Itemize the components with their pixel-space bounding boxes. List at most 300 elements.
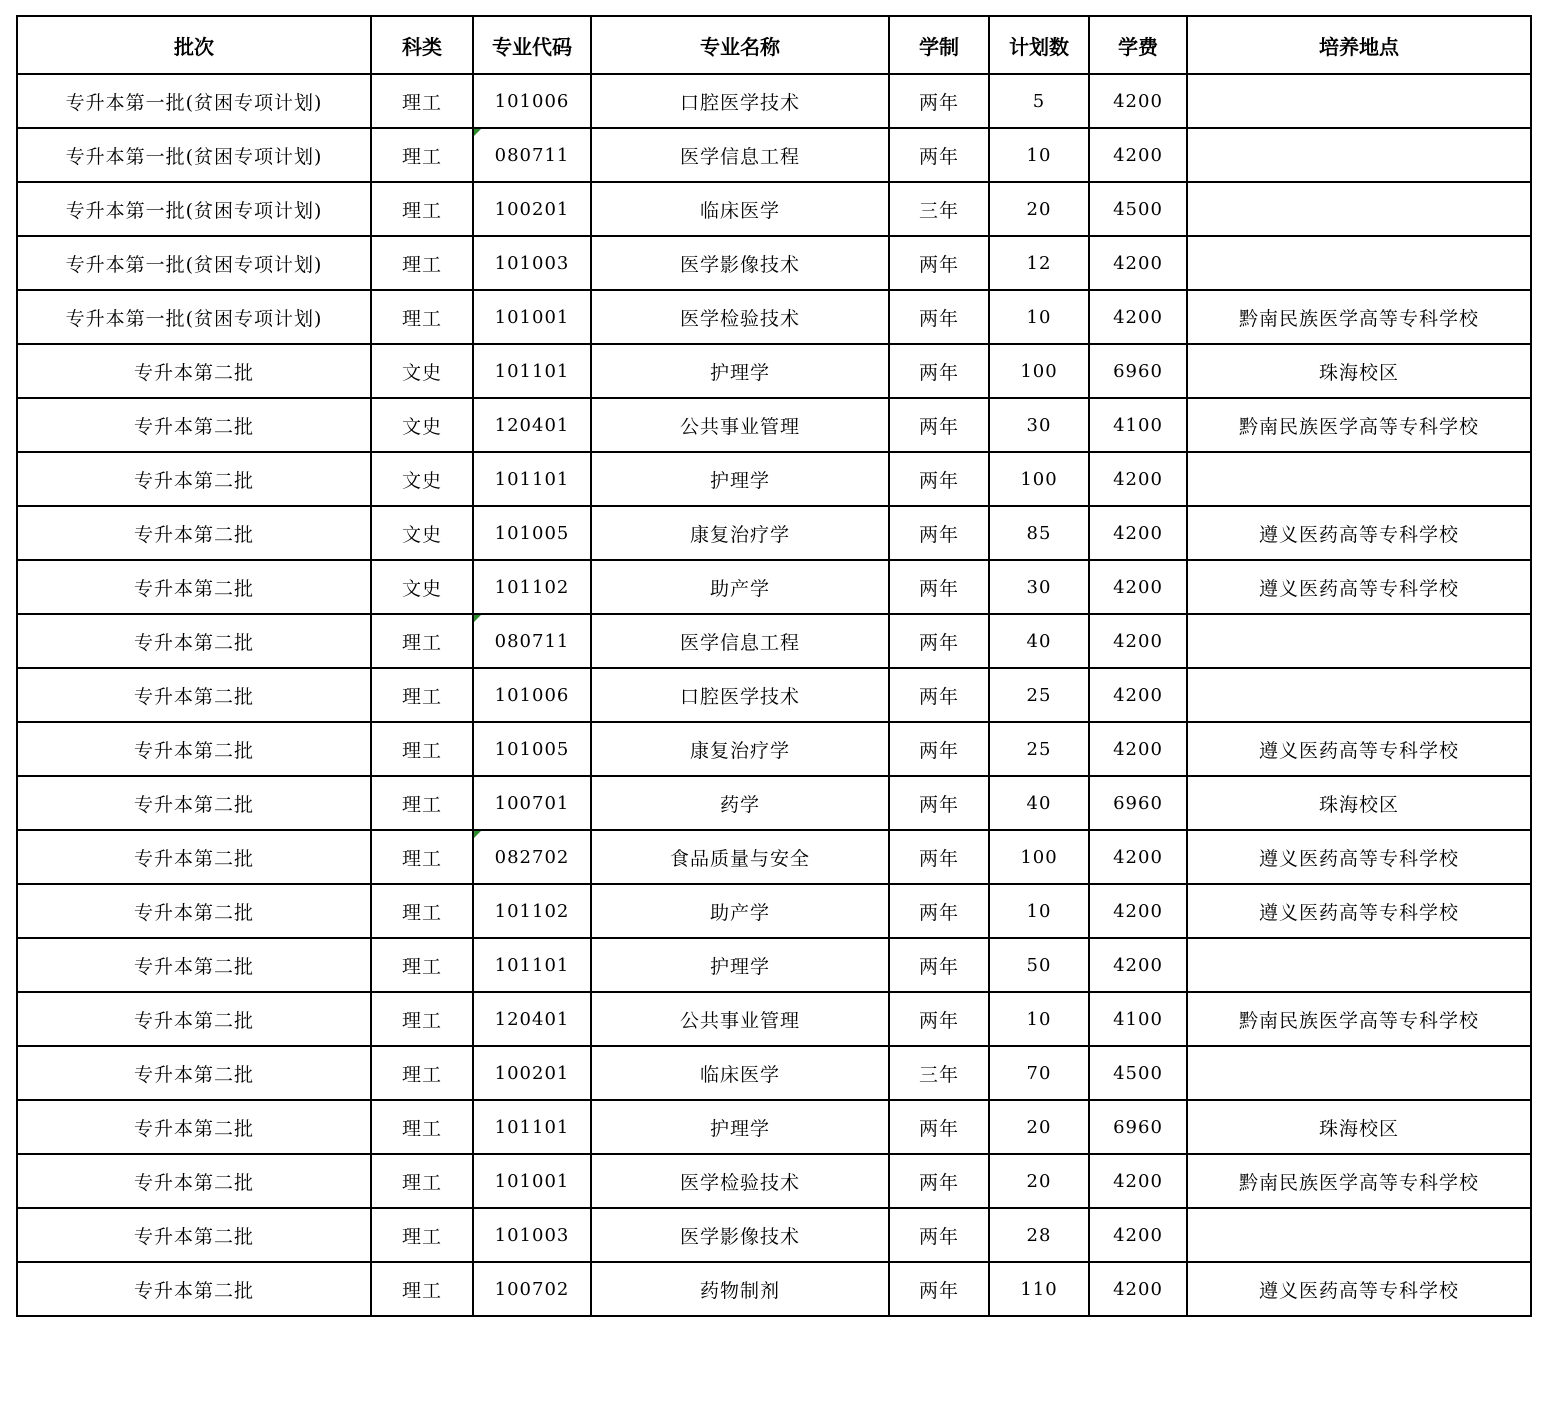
cell-batch	[17, 452, 371, 506]
cell-duration-text: 两年	[918, 145, 959, 168]
cell-batch-text: 专升本第二批	[133, 739, 254, 762]
table-body	[17, 74, 1531, 1316]
cell-location-text: 遵义医药高等专科学校	[1258, 577, 1459, 600]
cell-batch	[17, 722, 371, 776]
header-major-code: 专业代码	[473, 16, 591, 74]
cell-duration	[889, 668, 989, 722]
cell-batch-text: 专升本第二批	[133, 1225, 254, 1248]
cell-major-code	[473, 74, 591, 128]
cell-batch	[17, 992, 371, 1046]
cell-batch	[17, 830, 371, 884]
cell-major-code-text: 101102	[494, 576, 570, 598]
cell-batch	[17, 398, 371, 452]
cell-major-name-text: 助产学	[709, 901, 770, 924]
cell-quota	[989, 776, 1089, 830]
table-row	[17, 992, 1531, 1046]
cell-location	[1187, 506, 1531, 560]
cell-duration	[889, 830, 989, 884]
cell-major-name-text: 护理学	[709, 469, 770, 492]
cell-location	[1187, 722, 1531, 776]
cell-location	[1187, 398, 1531, 452]
cell-batch	[17, 506, 371, 560]
cell-category-text: 理工	[401, 793, 442, 816]
cell-major-code	[473, 398, 591, 452]
cell-category-text: 理工	[401, 1171, 442, 1194]
cell-major-name-text: 药学	[719, 793, 760, 816]
cell-tuition-text: 4200	[1113, 900, 1163, 922]
cell-category-text: 理工	[401, 847, 442, 870]
cell-batch	[17, 560, 371, 614]
cell-tuition	[1089, 74, 1187, 128]
cell-location	[1187, 992, 1531, 1046]
cell-major-code-text: 082702	[494, 846, 570, 868]
cell-major-name	[591, 1046, 889, 1100]
cell-major-name	[591, 1262, 889, 1316]
cell-batch-text: 专升本第二批	[133, 577, 254, 600]
header-quota: 计划数	[989, 16, 1089, 74]
cell-category	[371, 452, 473, 506]
cell-tuition-text: 4500	[1113, 1062, 1163, 1084]
cell-batch-text: 专升本第一批(贫困专项计划)	[65, 199, 323, 222]
cell-location	[1187, 74, 1531, 128]
header-tuition: 学费	[1089, 16, 1187, 74]
table-row	[17, 830, 1531, 884]
cell-tuition-text: 4100	[1113, 1008, 1163, 1030]
cell-batch-text: 专升本第一批(贫困专项计划)	[65, 145, 323, 168]
cell-quota	[989, 560, 1089, 614]
cell-quota-text: 10	[1026, 1008, 1052, 1030]
cell-major-code-text: 101001	[494, 306, 570, 328]
cell-batch	[17, 668, 371, 722]
cell-location-text: 黔南民族医学高等专科学校	[1238, 1171, 1479, 1194]
cell-batch	[17, 776, 371, 830]
cell-major-code-text: 101101	[494, 360, 570, 382]
cell-major-name-text: 医学影像技术	[679, 253, 800, 276]
cell-duration-text: 两年	[918, 847, 959, 870]
cell-duration-text: 两年	[918, 469, 959, 492]
cell-major-code-text: 101101	[494, 1116, 570, 1138]
cell-duration-text: 两年	[918, 1225, 959, 1248]
header-row	[17, 16, 1531, 74]
cell-quota-text: 10	[1026, 306, 1052, 328]
cell-tuition-text: 4200	[1113, 954, 1163, 976]
cell-tuition	[1089, 722, 1187, 776]
cell-location-text: 遵义医药高等专科学校	[1258, 523, 1459, 546]
cell-duration	[889, 884, 989, 938]
cell-tuition	[1089, 884, 1187, 938]
cell-quota-text: 30	[1026, 414, 1052, 436]
cell-duration-text: 两年	[918, 901, 959, 924]
cell-major-name-text: 护理学	[709, 1117, 770, 1140]
cell-location	[1187, 884, 1531, 938]
cell-quota-text: 40	[1026, 630, 1052, 652]
cell-duration	[889, 1262, 989, 1316]
cell-major-name-text: 医学影像技术	[679, 1225, 800, 1248]
cell-location	[1187, 1046, 1531, 1100]
cell-category	[371, 614, 473, 668]
cell-comment-flag-icon	[474, 831, 481, 838]
cell-tuition-text: 6960	[1113, 360, 1163, 382]
cell-tuition	[1089, 1100, 1187, 1154]
cell-category-text: 理工	[401, 253, 442, 276]
cell-duration	[889, 1208, 989, 1262]
cell-quota-text: 100	[1020, 468, 1058, 490]
cell-quota	[989, 344, 1089, 398]
cell-comment-flag-icon	[474, 129, 481, 136]
cell-tuition	[1089, 1154, 1187, 1208]
table-row	[17, 290, 1531, 344]
cell-tuition-text: 6960	[1113, 1116, 1163, 1138]
cell-location-text: 珠海校区	[1318, 1117, 1399, 1140]
cell-tuition-text: 4200	[1113, 1278, 1163, 1300]
cell-major-code	[473, 614, 591, 668]
cell-tuition-text: 4200	[1113, 576, 1163, 598]
cell-location-text: 珠海校区	[1318, 361, 1399, 384]
cell-batch-text: 专升本第二批	[133, 1171, 254, 1194]
cell-duration-text: 三年	[918, 1063, 959, 1086]
cell-quota	[989, 830, 1089, 884]
cell-duration	[889, 776, 989, 830]
cell-quota	[989, 938, 1089, 992]
cell-major-code-text: 101005	[494, 522, 570, 544]
cell-category-text: 理工	[401, 199, 442, 222]
cell-major-code	[473, 506, 591, 560]
cell-major-code	[473, 1154, 591, 1208]
table-row	[17, 938, 1531, 992]
cell-location	[1187, 182, 1531, 236]
cell-batch-text: 专升本第一批(贫困专项计划)	[65, 91, 323, 114]
cell-batch-text: 专升本第二批	[133, 469, 254, 492]
cell-batch	[17, 884, 371, 938]
cell-category-text: 理工	[401, 1279, 442, 1302]
cell-major-code-text: 120401	[494, 1008, 570, 1030]
cell-quota	[989, 1154, 1089, 1208]
table-row	[17, 668, 1531, 722]
cell-major-code	[473, 722, 591, 776]
cell-major-code	[473, 182, 591, 236]
cell-duration-text: 两年	[918, 955, 959, 978]
cell-batch	[17, 614, 371, 668]
cell-major-code	[473, 1100, 591, 1154]
cell-tuition-text: 4100	[1113, 414, 1163, 436]
cell-batch	[17, 182, 371, 236]
cell-tuition	[1089, 1208, 1187, 1262]
cell-quota	[989, 398, 1089, 452]
table-row	[17, 1262, 1531, 1316]
cell-duration-text: 两年	[918, 631, 959, 654]
cell-duration	[889, 614, 989, 668]
cell-category-text: 理工	[401, 91, 442, 114]
cell-quota	[989, 74, 1089, 128]
cell-tuition-text: 4200	[1113, 630, 1163, 652]
cell-location	[1187, 128, 1531, 182]
cell-duration-text: 两年	[918, 253, 959, 276]
cell-duration-text: 两年	[918, 91, 959, 114]
cell-quota	[989, 290, 1089, 344]
cell-category	[371, 1046, 473, 1100]
cell-category	[371, 884, 473, 938]
cell-category-text: 理工	[401, 955, 442, 978]
cell-category	[371, 1262, 473, 1316]
cell-major-code	[473, 938, 591, 992]
cell-batch-text: 专升本第二批	[133, 793, 254, 816]
cell-tuition	[1089, 560, 1187, 614]
cell-major-code-text: 100702	[494, 1278, 570, 1300]
cell-batch	[17, 74, 371, 128]
cell-location	[1187, 830, 1531, 884]
cell-quota	[989, 884, 1089, 938]
cell-duration	[889, 290, 989, 344]
cell-category-text: 理工	[401, 1063, 442, 1086]
cell-location	[1187, 938, 1531, 992]
cell-tuition	[1089, 992, 1187, 1046]
cell-major-code	[473, 560, 591, 614]
cell-location-text: 遵义医药高等专科学校	[1258, 901, 1459, 924]
cell-quota	[989, 1262, 1089, 1316]
cell-major-code-text: 080711	[494, 630, 570, 652]
cell-major-name	[591, 668, 889, 722]
cell-major-code	[473, 344, 591, 398]
cell-batch-text: 专升本第二批	[133, 415, 254, 438]
cell-category	[371, 722, 473, 776]
cell-quota-text: 12	[1026, 252, 1052, 274]
cell-category-text: 文史	[401, 469, 442, 492]
cell-batch-text: 专升本第二批	[133, 523, 254, 546]
cell-quota-text: 5	[1032, 90, 1046, 112]
cell-tuition	[1089, 1046, 1187, 1100]
cell-tuition	[1089, 614, 1187, 668]
table-row	[17, 560, 1531, 614]
cell-duration	[889, 452, 989, 506]
cell-tuition-text: 4200	[1113, 846, 1163, 868]
cell-tuition	[1089, 344, 1187, 398]
cell-duration-text: 两年	[918, 577, 959, 600]
cell-major-name	[591, 290, 889, 344]
cell-category-text: 文史	[401, 523, 442, 546]
enrollment-plan-table	[16, 15, 1532, 1317]
cell-batch-text: 专升本第二批	[133, 361, 254, 384]
cell-tuition	[1089, 398, 1187, 452]
cell-major-code-text: 100701	[494, 792, 570, 814]
cell-major-name	[591, 506, 889, 560]
cell-duration-text: 两年	[918, 739, 959, 762]
table-row	[17, 128, 1531, 182]
cell-major-code-text: 101101	[494, 468, 570, 490]
cell-category	[371, 938, 473, 992]
cell-category-text: 理工	[401, 1009, 442, 1032]
cell-major-name-text: 口腔医学技术	[679, 685, 800, 708]
cell-quota	[989, 1100, 1089, 1154]
cell-location	[1187, 1100, 1531, 1154]
table-row	[17, 74, 1531, 128]
cell-duration	[889, 398, 989, 452]
cell-category	[371, 506, 473, 560]
table-row	[17, 452, 1531, 506]
cell-major-name-text: 药物制剂	[699, 1279, 780, 1302]
header-location: 培养地点	[1187, 16, 1531, 74]
cell-major-name	[591, 830, 889, 884]
cell-major-code-text: 120401	[494, 414, 570, 436]
cell-tuition-text: 4200	[1113, 1170, 1163, 1192]
cell-tuition	[1089, 290, 1187, 344]
cell-category-text: 理工	[401, 307, 442, 330]
cell-major-name	[591, 1208, 889, 1262]
table-row	[17, 1100, 1531, 1154]
cell-tuition-text: 4200	[1113, 90, 1163, 112]
cell-major-code	[473, 668, 591, 722]
cell-quota-text: 28	[1026, 1224, 1052, 1246]
cell-tuition-text: 4500	[1113, 198, 1163, 220]
cell-duration-text: 两年	[918, 1009, 959, 1032]
cell-major-code	[473, 236, 591, 290]
cell-tuition-text: 4200	[1113, 144, 1163, 166]
cell-quota	[989, 452, 1089, 506]
header-major-name: 专业名称	[591, 16, 889, 74]
header-batch: 批次	[17, 16, 371, 74]
cell-batch	[17, 938, 371, 992]
header-category: 科类	[371, 16, 473, 74]
cell-quota-text: 25	[1026, 738, 1052, 760]
cell-batch-text: 专升本第二批	[133, 955, 254, 978]
table-row	[17, 1208, 1531, 1262]
cell-location	[1187, 452, 1531, 506]
table-row	[17, 344, 1531, 398]
cell-category-text: 文史	[401, 361, 442, 384]
cell-duration	[889, 344, 989, 398]
cell-quota	[989, 236, 1089, 290]
cell-tuition	[1089, 128, 1187, 182]
cell-major-name-text: 康复治疗学	[689, 523, 790, 546]
cell-quota	[989, 182, 1089, 236]
cell-quota-text: 100	[1020, 846, 1058, 868]
cell-quota	[989, 668, 1089, 722]
header-duration: 学制	[889, 16, 989, 74]
cell-major-name	[591, 884, 889, 938]
cell-location-text: 遵义医药高等专科学校	[1258, 1279, 1459, 1302]
cell-batch	[17, 236, 371, 290]
cell-tuition-text: 4200	[1113, 1224, 1163, 1246]
cell-major-name	[591, 236, 889, 290]
cell-major-code	[473, 452, 591, 506]
cell-major-name-text: 康复治疗学	[689, 739, 790, 762]
cell-major-name	[591, 452, 889, 506]
cell-major-name-text: 医学检验技术	[679, 307, 800, 330]
cell-batch-text: 专升本第一批(贫困专项计划)	[65, 307, 323, 330]
table-row	[17, 776, 1531, 830]
cell-category-text: 理工	[401, 739, 442, 762]
cell-location-text: 遵义医药高等专科学校	[1258, 847, 1459, 870]
cell-batch	[17, 290, 371, 344]
cell-duration-text: 两年	[918, 1279, 959, 1302]
cell-major-code	[473, 884, 591, 938]
cell-major-code-text: 101003	[494, 252, 570, 274]
cell-quota-text: 20	[1026, 1170, 1052, 1192]
cell-category-text: 文史	[401, 577, 442, 600]
cell-category	[371, 236, 473, 290]
cell-tuition-text: 4200	[1113, 252, 1163, 274]
cell-quota-text: 110	[1020, 1278, 1058, 1300]
cell-major-name-text: 临床医学	[699, 199, 780, 222]
cell-duration	[889, 938, 989, 992]
cell-location	[1187, 236, 1531, 290]
cell-category-text: 理工	[401, 631, 442, 654]
cell-tuition	[1089, 182, 1187, 236]
cell-location-text: 黔南民族医学高等专科学校	[1238, 307, 1479, 330]
cell-tuition	[1089, 776, 1187, 830]
cell-batch-text: 专升本第一批(贫困专项计划)	[65, 253, 323, 276]
cell-batch-text: 专升本第二批	[133, 1009, 254, 1032]
cell-location	[1187, 560, 1531, 614]
cell-major-name-text: 食品质量与安全	[669, 847, 810, 870]
cell-quota-text: 10	[1026, 900, 1052, 922]
cell-major-name-text: 口腔医学技术	[679, 91, 800, 114]
cell-major-code-text: 101006	[494, 90, 570, 112]
cell-major-code	[473, 128, 591, 182]
cell-tuition	[1089, 830, 1187, 884]
cell-duration	[889, 992, 989, 1046]
cell-location-text: 黔南民族医学高等专科学校	[1238, 415, 1479, 438]
cell-duration-text: 两年	[918, 1171, 959, 1194]
cell-major-name	[591, 938, 889, 992]
cell-duration	[889, 1100, 989, 1154]
cell-batch	[17, 344, 371, 398]
cell-duration	[889, 74, 989, 128]
table-header	[17, 16, 1531, 74]
cell-quota-text: 10	[1026, 144, 1052, 166]
cell-duration-text: 三年	[918, 199, 959, 222]
cell-duration-text: 两年	[918, 1117, 959, 1140]
cell-major-name-text: 助产学	[709, 577, 770, 600]
cell-tuition-text: 6960	[1113, 792, 1163, 814]
table-row	[17, 236, 1531, 290]
cell-major-name	[591, 182, 889, 236]
cell-category	[371, 74, 473, 128]
cell-major-code	[473, 992, 591, 1046]
cell-major-code	[473, 1046, 591, 1100]
cell-major-name-text: 护理学	[709, 955, 770, 978]
cell-tuition	[1089, 1262, 1187, 1316]
cell-duration	[889, 560, 989, 614]
cell-quota	[989, 722, 1089, 776]
cell-batch	[17, 1154, 371, 1208]
cell-major-code-text: 101005	[494, 738, 570, 760]
cell-quota-text: 20	[1026, 1116, 1052, 1138]
cell-location	[1187, 668, 1531, 722]
cell-major-name-text: 医学检验技术	[679, 1171, 800, 1194]
cell-tuition	[1089, 236, 1187, 290]
cell-duration	[889, 128, 989, 182]
cell-major-code-text: 101001	[494, 1170, 570, 1192]
cell-quota	[989, 992, 1089, 1046]
cell-batch-text: 专升本第二批	[133, 1063, 254, 1086]
cell-duration	[889, 182, 989, 236]
cell-major-name	[591, 560, 889, 614]
cell-category	[371, 776, 473, 830]
cell-category	[371, 830, 473, 884]
cell-category	[371, 344, 473, 398]
cell-major-name-text: 护理学	[709, 361, 770, 384]
cell-quota-text: 70	[1026, 1062, 1052, 1084]
cell-tuition-text: 4200	[1113, 738, 1163, 760]
cell-duration	[889, 1046, 989, 1100]
cell-batch-text: 专升本第二批	[133, 685, 254, 708]
table-row	[17, 614, 1531, 668]
cell-batch	[17, 1262, 371, 1316]
cell-batch-text: 专升本第二批	[133, 847, 254, 870]
cell-major-name-text: 公共事业管理	[679, 1009, 800, 1032]
cell-location	[1187, 290, 1531, 344]
cell-category	[371, 182, 473, 236]
